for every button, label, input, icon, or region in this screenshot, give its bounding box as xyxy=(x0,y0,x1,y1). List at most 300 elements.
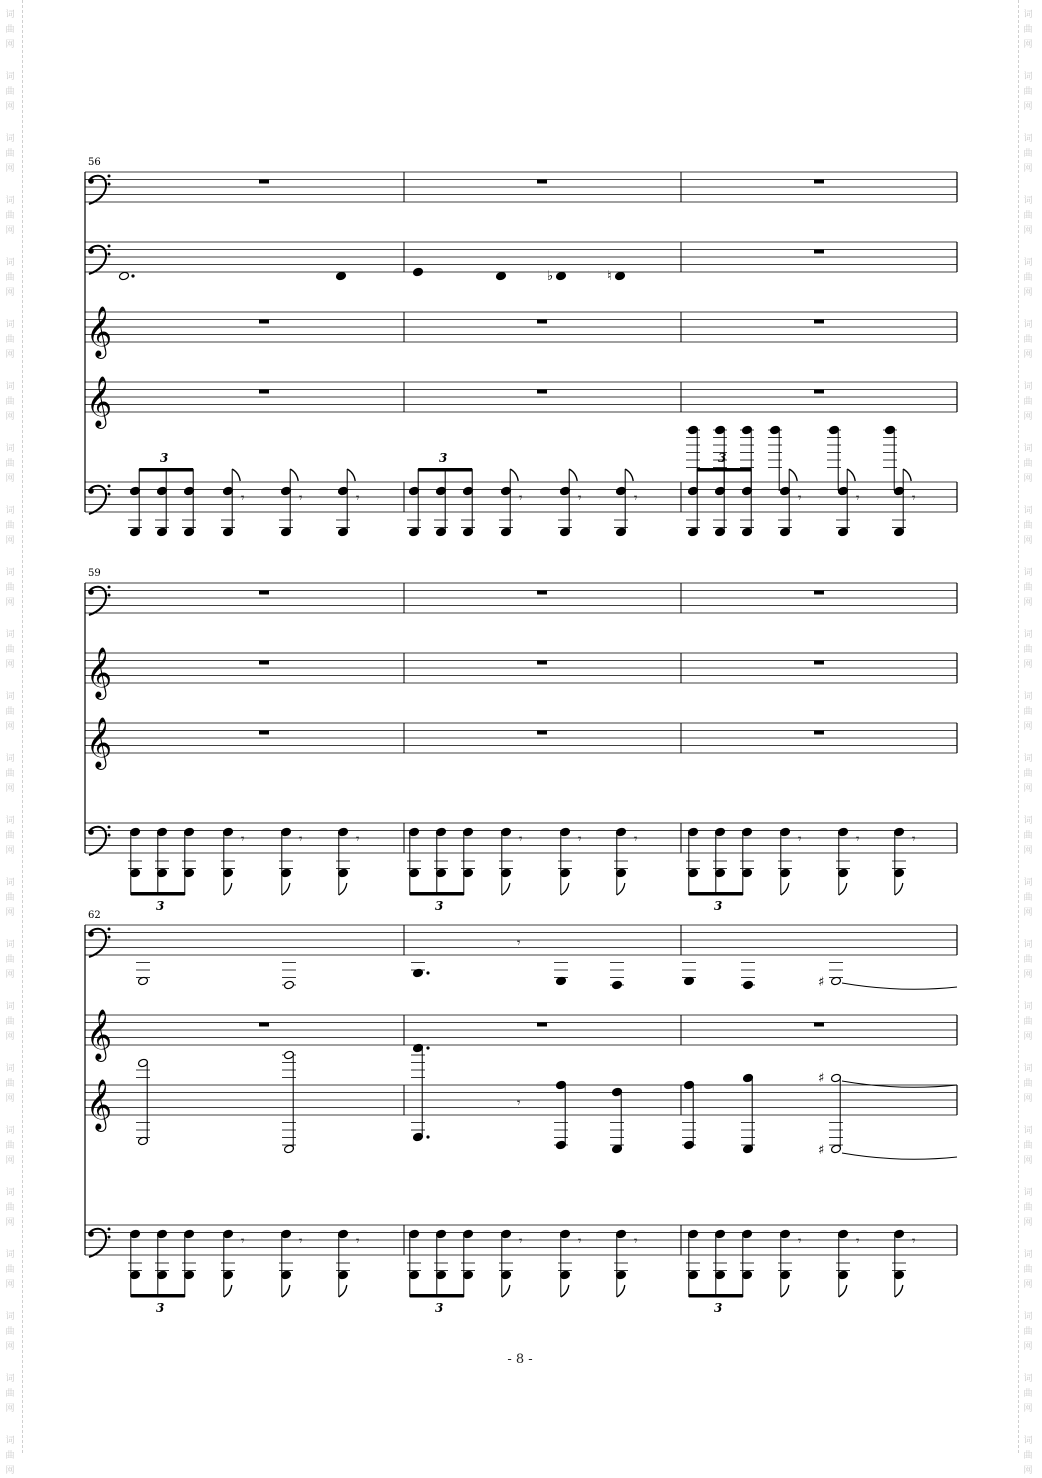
whole-rest xyxy=(814,1023,824,1027)
eighth-rest: 𝄾 xyxy=(517,1096,521,1111)
whole-rest xyxy=(814,661,824,665)
eighth-rest: 𝄾 xyxy=(519,1234,523,1249)
watermark-char: 曲 xyxy=(5,1079,15,1089)
watermark-char: 曲 xyxy=(5,583,15,593)
watermark-char: 词 xyxy=(5,1250,15,1260)
treble-clef: 𝄞 xyxy=(86,1079,113,1130)
whole-rest xyxy=(814,320,824,324)
watermark-char: 曲 xyxy=(1023,1017,1033,1027)
watermark-char: 网 xyxy=(5,846,15,856)
watermark-char: 词 xyxy=(5,506,15,516)
quarter-note xyxy=(496,271,507,281)
half-note xyxy=(119,271,130,281)
watermark-char: 曲 xyxy=(5,1017,15,1027)
watermark-char: 网 xyxy=(1023,1032,1033,1042)
bass-clef-dot xyxy=(108,485,111,488)
bass-clef-dot xyxy=(108,183,111,186)
flag xyxy=(839,883,847,895)
bass-clef-dot xyxy=(88,589,94,595)
eighth-rest: 𝄾 xyxy=(798,832,802,847)
whole-rest xyxy=(259,320,269,324)
measure-number: 59 xyxy=(88,568,101,579)
watermark-char: 曲 xyxy=(1023,1327,1033,1337)
bass-clef-dot xyxy=(88,248,94,254)
treble-clef: 𝄞 xyxy=(86,647,113,698)
watermark-char: 曲 xyxy=(5,769,15,779)
watermark-char: 曲 xyxy=(1023,149,1033,159)
watermark-char: 词 xyxy=(1023,940,1033,950)
flag xyxy=(561,883,569,895)
treble-clef: 𝄞 xyxy=(86,1009,113,1060)
notehead xyxy=(556,271,567,281)
watermark-char: 曲 xyxy=(5,87,15,97)
watermark-char: 词 xyxy=(5,1312,15,1322)
tuplet-number: 3 xyxy=(714,1301,723,1315)
watermark-char: 曲 xyxy=(1023,1451,1033,1461)
notehead xyxy=(284,980,295,990)
eighth-rest: 𝄾 xyxy=(856,1234,860,1249)
watermark-char: 词 xyxy=(5,10,15,20)
watermark-char: 曲 xyxy=(5,149,15,159)
watermark-char: 词 xyxy=(1023,1374,1033,1384)
watermark-char: 网 xyxy=(1023,40,1033,50)
bass-clef-dot xyxy=(108,1228,111,1231)
eighth-rest: 𝄾 xyxy=(299,832,303,847)
watermark-char: 曲 xyxy=(1023,273,1033,283)
whole-rest xyxy=(537,180,547,184)
watermark-char: 网 xyxy=(1023,660,1033,670)
bass-clef xyxy=(88,928,110,958)
page-number: - 8 - xyxy=(507,1352,533,1367)
bass-clef-dot xyxy=(108,826,111,829)
watermark-char: 网 xyxy=(1023,846,1033,856)
watermark-char: 网 xyxy=(5,908,15,918)
eighth-rest: 𝄾 xyxy=(634,491,638,506)
whole-rest xyxy=(537,591,547,595)
quarter-note xyxy=(612,980,623,990)
notehead xyxy=(743,980,754,990)
flag xyxy=(502,883,510,895)
eighth-rest: 𝄾 xyxy=(241,491,245,506)
eighth-rest: 𝄾 xyxy=(519,491,523,506)
quarter-note xyxy=(615,271,626,281)
sharp-sign: ♯ xyxy=(818,1071,825,1086)
notehead xyxy=(119,271,130,281)
eighth-rest: 𝄾 xyxy=(912,1234,916,1249)
watermark-char: 网 xyxy=(1023,1094,1033,1104)
flag xyxy=(569,469,577,481)
watermark-char: 网 xyxy=(5,1280,15,1290)
watermark-char: 网 xyxy=(5,1032,15,1042)
flag xyxy=(847,469,855,481)
tuplet-number: 3 xyxy=(156,1301,165,1315)
bass-clef-dot xyxy=(108,834,111,837)
bass-clef-dot xyxy=(88,829,94,835)
watermark-char: 词 xyxy=(1023,10,1033,20)
flag xyxy=(895,883,903,895)
watermark-char: 网 xyxy=(1023,350,1033,360)
tuplet-number: 3 xyxy=(718,451,727,465)
watermark-char: 曲 xyxy=(5,521,15,531)
sharp-sign: ♯ xyxy=(818,975,825,990)
watermark-char: 词 xyxy=(5,816,15,826)
watermark-char: 曲 xyxy=(1023,955,1033,965)
notehead xyxy=(336,271,347,281)
watermark-char: 网 xyxy=(5,1094,15,1104)
bass-clef xyxy=(88,485,110,515)
watermark-char: 网 xyxy=(5,1156,15,1166)
flag xyxy=(290,469,298,481)
bass-clef xyxy=(88,586,110,616)
treble-clef: 𝄞 xyxy=(86,376,113,427)
watermark-char: 网 xyxy=(1023,1280,1033,1290)
watermark-char: 曲 xyxy=(1023,1265,1033,1275)
flag xyxy=(617,1285,625,1297)
flag xyxy=(282,1285,290,1297)
flag xyxy=(339,883,347,895)
watermark-char: 词 xyxy=(5,692,15,702)
watermark-char: 曲 xyxy=(5,955,15,965)
bass-clef xyxy=(88,826,110,856)
eighth-rest: 𝄾 xyxy=(798,1234,802,1249)
watermark-char: 词 xyxy=(5,940,15,950)
watermark-char: 网 xyxy=(1023,784,1033,794)
watermark-char: 词 xyxy=(1023,692,1033,702)
beam xyxy=(131,1294,185,1298)
watermark-char: 网 xyxy=(5,412,15,422)
bass-clef-dot xyxy=(108,245,111,248)
tuplet-number: 3 xyxy=(156,899,165,913)
measure-number: 56 xyxy=(88,157,101,168)
tie xyxy=(842,983,957,989)
watermark-char: 词 xyxy=(5,320,15,330)
watermark-char: 曲 xyxy=(5,1265,15,1275)
eighth-rest: 𝄾 xyxy=(299,1234,303,1249)
whole-rest xyxy=(814,390,824,394)
watermark-char: 曲 xyxy=(1023,831,1033,841)
flag xyxy=(781,1285,789,1297)
watermark-char: 网 xyxy=(1023,288,1033,298)
bass-clef-dot xyxy=(108,936,111,939)
beam xyxy=(689,892,743,896)
quarter-note xyxy=(413,267,424,277)
watermark-char: 曲 xyxy=(1023,1203,1033,1213)
watermark-char: 网 xyxy=(1023,474,1033,484)
flag xyxy=(282,883,290,895)
watermark-char: 网 xyxy=(5,722,15,732)
eighth-rest: 𝄾 xyxy=(798,491,802,506)
watermark-char: 词 xyxy=(1023,258,1033,268)
watermark-char: 曲 xyxy=(5,25,15,35)
whole-rest xyxy=(259,661,269,665)
whole-rest xyxy=(537,731,547,735)
bass-clef-dot xyxy=(108,594,111,597)
watermark-char: 曲 xyxy=(5,397,15,407)
bass-clef xyxy=(88,175,110,205)
bass-clef-dot xyxy=(88,178,94,184)
quarter-note xyxy=(336,271,347,281)
flag xyxy=(510,469,518,481)
sharp-sign: ♯ xyxy=(818,1143,825,1158)
watermark-char: 网 xyxy=(5,164,15,174)
watermark-char: 词 xyxy=(1023,382,1033,392)
watermark-char: 曲 xyxy=(1023,459,1033,469)
watermark-char: 网 xyxy=(5,40,15,50)
watermark-char: 曲 xyxy=(1023,1389,1033,1399)
beam xyxy=(139,468,193,472)
flag xyxy=(789,469,797,481)
eighth-rest: 𝄾 xyxy=(356,491,360,506)
eighth-rest: 𝄾 xyxy=(912,832,916,847)
whole-rest xyxy=(259,390,269,394)
watermark-char: 网 xyxy=(5,970,15,980)
bass-clef-dot xyxy=(88,488,94,494)
whole-rest xyxy=(814,250,824,254)
eighth-rest: 𝄾 xyxy=(578,1234,582,1249)
bass-clef-dot xyxy=(108,586,111,589)
watermark-char: 曲 xyxy=(5,1327,15,1337)
treble-clef: 𝄞 xyxy=(86,717,113,768)
eighth-rest: 𝄾 xyxy=(856,491,860,506)
watermark-char: 词 xyxy=(1023,1250,1033,1260)
flag xyxy=(224,1285,232,1297)
bass-clef-dot xyxy=(108,175,111,178)
watermark-char: 曲 xyxy=(1023,521,1033,531)
whole-rest xyxy=(537,661,547,665)
watermark-char: 网 xyxy=(5,1218,15,1228)
bass-clef-dot xyxy=(88,931,94,937)
watermark-char: 网 xyxy=(5,102,15,112)
watermark-char: 词 xyxy=(1023,1188,1033,1198)
flag xyxy=(903,469,911,481)
watermark-char: 曲 xyxy=(1023,87,1033,97)
watermark-char: 曲 xyxy=(5,645,15,655)
tie xyxy=(842,1081,957,1087)
natural-sign: ♮ xyxy=(607,269,612,284)
whole-rest xyxy=(259,731,269,735)
watermark-char: 词 xyxy=(1023,754,1033,764)
bass-clef-dot xyxy=(108,493,111,496)
eighth-rest: 𝄾 xyxy=(634,1234,638,1249)
notehead xyxy=(615,271,626,281)
eighth-rest: 𝄾 xyxy=(241,1234,245,1249)
watermark-char: 网 xyxy=(1023,970,1033,980)
eighth-rest: 𝄾 xyxy=(519,832,523,847)
watermark-char: 网 xyxy=(1023,908,1033,918)
watermark-char: 词 xyxy=(5,72,15,82)
watermark-char: 网 xyxy=(1023,722,1033,732)
tuplet-number: 3 xyxy=(160,451,169,465)
watermark-char: 曲 xyxy=(1023,893,1033,903)
watermark-char: 曲 xyxy=(1023,707,1033,717)
flag xyxy=(347,469,355,481)
watermark-char: 曲 xyxy=(1023,1079,1033,1089)
flag xyxy=(617,883,625,895)
watermark-char: 网 xyxy=(1023,536,1033,546)
dot xyxy=(426,1135,429,1138)
flag xyxy=(781,883,789,895)
watermark-char: 词 xyxy=(5,258,15,268)
watermark-char: 网 xyxy=(1023,1156,1033,1166)
watermark-char: 词 xyxy=(5,1436,15,1446)
watermark-char: 曲 xyxy=(5,1389,15,1399)
watermark-char: 词 xyxy=(1023,878,1033,888)
watermark-char: 网 xyxy=(5,1466,15,1476)
whole-rest xyxy=(259,591,269,595)
half-note xyxy=(284,980,295,990)
tuplet-number: 3 xyxy=(435,1301,444,1315)
watermark-char: 词 xyxy=(5,134,15,144)
beam xyxy=(410,1294,464,1298)
watermark-char: 词 xyxy=(1023,1064,1033,1074)
watermark-char: 词 xyxy=(5,444,15,454)
watermark-char: 网 xyxy=(1023,1466,1033,1476)
whole-rest xyxy=(814,731,824,735)
whole-rest xyxy=(537,320,547,324)
flag xyxy=(561,1285,569,1297)
flag xyxy=(232,469,240,481)
watermark-char: 曲 xyxy=(5,1203,15,1213)
watermark-char: 词 xyxy=(5,568,15,578)
measure-number: 62 xyxy=(88,910,101,921)
flag xyxy=(502,1285,510,1297)
tuplet-number: 3 xyxy=(439,451,448,465)
watermark-char: 网 xyxy=(5,1342,15,1352)
watermark-char: 网 xyxy=(1023,102,1033,112)
whole-rest xyxy=(537,390,547,394)
beam xyxy=(689,1294,743,1298)
watermark-char: 词 xyxy=(5,1126,15,1136)
eighth-rest: 𝄾 xyxy=(517,936,521,951)
bass-clef-dot xyxy=(88,1231,94,1237)
watermark-char: 词 xyxy=(1023,1126,1033,1136)
watermark-char: 曲 xyxy=(5,335,15,345)
tuplet-number: 3 xyxy=(714,899,723,913)
whole-rest xyxy=(814,180,824,184)
watermark-char: 词 xyxy=(1023,1436,1033,1446)
watermark-char: 网 xyxy=(5,598,15,608)
watermark-char: 曲 xyxy=(5,893,15,903)
flag xyxy=(339,1285,347,1297)
beam xyxy=(410,892,464,896)
eighth-rest: 𝄾 xyxy=(578,491,582,506)
notehead xyxy=(413,267,424,277)
beam xyxy=(418,468,472,472)
watermark-char: 词 xyxy=(5,878,15,888)
quarter-note xyxy=(743,980,754,990)
watermark-char: 网 xyxy=(5,536,15,546)
watermark-char: 词 xyxy=(1023,568,1033,578)
watermark-char: 网 xyxy=(5,1404,15,1414)
bass-clef xyxy=(88,1228,110,1258)
watermark-char: 词 xyxy=(1023,1312,1033,1322)
watermark-char: 词 xyxy=(1023,444,1033,454)
notehead xyxy=(496,271,507,281)
flag xyxy=(224,883,232,895)
eighth-rest: 𝄾 xyxy=(634,832,638,847)
watermark-char: 词 xyxy=(1023,196,1033,206)
tuplet-number: 3 xyxy=(435,899,444,913)
dot xyxy=(426,1046,429,1049)
watermark-char: 曲 xyxy=(5,273,15,283)
watermark-char: 曲 xyxy=(1023,211,1033,221)
watermark-char: 词 xyxy=(5,1374,15,1384)
watermark-char: 词 xyxy=(5,630,15,640)
watermark-char: 词 xyxy=(1023,1002,1033,1012)
flag xyxy=(895,1285,903,1297)
watermark-char: 网 xyxy=(1023,164,1033,174)
eighth-rest: 𝄾 xyxy=(241,832,245,847)
watermark-char: 曲 xyxy=(5,211,15,221)
watermark-char: 网 xyxy=(5,226,15,236)
flag xyxy=(625,469,633,481)
watermark-char: 曲 xyxy=(1023,1141,1033,1151)
whole-rest xyxy=(259,180,269,184)
watermark-char: 曲 xyxy=(5,1451,15,1461)
watermark-char: 曲 xyxy=(1023,397,1033,407)
watermark-char: 词 xyxy=(5,1002,15,1012)
watermark-char: 词 xyxy=(5,1188,15,1198)
watermark-char: 曲 xyxy=(5,831,15,841)
flag xyxy=(839,1285,847,1297)
treble-clef: 𝄞 xyxy=(86,306,113,357)
watermark-char: 曲 xyxy=(1023,645,1033,655)
bass-clef-dot xyxy=(108,1236,111,1239)
watermark-char: 网 xyxy=(1023,412,1033,422)
watermark-char: 词 xyxy=(5,382,15,392)
eighth-rest: 𝄾 xyxy=(578,832,582,847)
watermark-char: 曲 xyxy=(1023,25,1033,35)
beam xyxy=(131,892,185,896)
watermark-char: 曲 xyxy=(5,707,15,717)
dot xyxy=(131,274,134,277)
dot xyxy=(426,971,429,974)
notehead xyxy=(612,980,623,990)
watermark-char: 网 xyxy=(1023,1218,1033,1228)
watermark-char: 网 xyxy=(5,660,15,670)
watermark-char: 词 xyxy=(1023,630,1033,640)
watermark-char: 词 xyxy=(5,1064,15,1074)
watermark-char: 曲 xyxy=(5,459,15,469)
whole-rest xyxy=(814,591,824,595)
eighth-rest: 𝄾 xyxy=(299,491,303,506)
flat-sign: ♭ xyxy=(547,269,554,284)
whole-rest xyxy=(259,1023,269,1027)
watermark-char: 词 xyxy=(5,754,15,764)
watermark-char: 词 xyxy=(1023,816,1033,826)
bass-clef-dot xyxy=(108,928,111,931)
watermark-char: 词 xyxy=(1023,134,1033,144)
eighth-rest: 𝄾 xyxy=(912,491,916,506)
eighth-rest: 𝄾 xyxy=(856,832,860,847)
watermark-char: 网 xyxy=(5,784,15,794)
watermark-char: 网 xyxy=(1023,1342,1033,1352)
watermark-char: 曲 xyxy=(1023,583,1033,593)
quarter-note xyxy=(556,271,567,281)
watermark-char: 网 xyxy=(5,474,15,484)
tie xyxy=(842,1153,957,1159)
watermark-char: 网 xyxy=(1023,226,1033,236)
eighth-rest: 𝄾 xyxy=(356,1234,360,1249)
watermark-char: 曲 xyxy=(1023,769,1033,779)
watermark-char: 曲 xyxy=(5,1141,15,1151)
bass-clef xyxy=(88,245,110,275)
watermark-char: 网 xyxy=(1023,598,1033,608)
eighth-rest: 𝄾 xyxy=(356,832,360,847)
watermark-char: 网 xyxy=(5,288,15,298)
watermark-char: 网 xyxy=(5,350,15,360)
bass-clef-dot xyxy=(108,253,111,256)
